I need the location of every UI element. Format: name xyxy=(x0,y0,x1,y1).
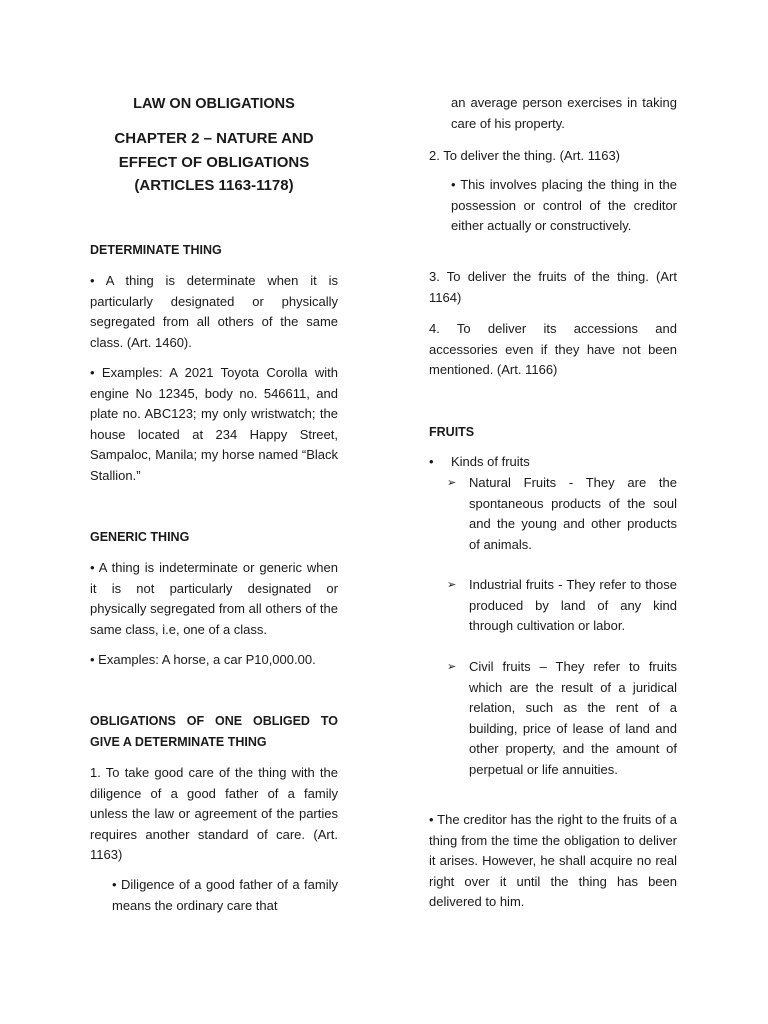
obligation-4: 4. To deliver its accessions and accessories even if they have not been mentioned. (Art. 1166) xyxy=(429,321,677,377)
bullet-icon: • xyxy=(429,454,434,469)
document-title: LAW ON OBLIGATIONS xyxy=(133,96,295,112)
generic-definition: • A thing is indeterminate or generic when it is not particularly designated or physically segregated from all others of the same class, i.e, one of a class. xyxy=(90,560,338,637)
determinate-examples: • Examples: A 2021 Toyota Corolla with engine No 12345, body no. 546611, and plate no. ABC123; my only wristwatch; the house located at 234 Happy Street, Sampaloc, Manila; my horse named “Black Stallion.” xyxy=(90,365,338,483)
civil-fruits-text: Civil fruits – They refer to fruits which are the result of a juridical relation, such as the rent of a building, price of lease of land and other property, and the amount of perpetual or life annuities. xyxy=(469,659,677,777)
determinate-thing-heading: DETERMINATE THING xyxy=(90,243,222,257)
obligation-2: 2. To deliver the thing. (Art. 1163) xyxy=(429,148,621,163)
delivery-note: • This involves placing the thing in the possession or control of the creditor either actually or constructively. xyxy=(451,177,677,233)
chapter-title xyxy=(90,127,338,198)
arrow-bullet-icon: ➢ xyxy=(447,477,457,489)
generic-examples: • Examples: A horse, a car P10,000.00. xyxy=(90,652,316,667)
natural-fruits-text: Natural Fruits - They are the spontaneous products of the soul and the young and other products of animals. xyxy=(469,475,677,552)
diligence-continued: an average person exercises in taking care of his property. xyxy=(451,95,677,131)
obligation-1: 1. To take good care of the thing with the diligence of a good father of a family unless the law or agreement of the parties requires another standard of care. (Art. 1163) xyxy=(90,765,338,862)
determinate-definition: • A thing is determinate when it is particularly designated or physically segregated from all others of the same class. (Art. 1460). xyxy=(90,273,338,350)
chapter-title-line-3: (ARTICLES 1163-1178) xyxy=(134,177,294,194)
arrow-bullet-icon: ➢ xyxy=(447,661,457,673)
creditor-right-note: • The creditor has the right to the fruits of a thing from the time the obligation to deliver it arises. However, he shall acquire no real right over it until the thing has been delivered to him. xyxy=(429,812,677,909)
chapter-title-line-1: CHAPTER 2 – NATURE AND xyxy=(114,130,314,147)
obligations-heading: OBLIGATIONS OF ONE OBLIGED TO GIVE A DETERMINATE THING xyxy=(90,714,338,749)
generic-thing-heading: GENERIC THING xyxy=(90,530,190,544)
fruits-heading: FRUITS xyxy=(429,425,475,439)
industrial-fruits-text: Industrial fruits - They refer to those produced by land of any kind through cultivation or labor. xyxy=(469,577,677,633)
chapter-title-line-2: EFFECT OF OBLIGATIONS xyxy=(118,153,310,171)
diligence-note: • Diligence of a good father of a family means the ordinary care that xyxy=(112,877,338,913)
arrow-bullet-icon: ➢ xyxy=(447,579,457,591)
kinds-of-fruits-label: Kinds of fruits xyxy=(451,454,530,469)
obligation-3: 3. To deliver the fruits of the thing. (Art 1164) xyxy=(429,269,677,305)
